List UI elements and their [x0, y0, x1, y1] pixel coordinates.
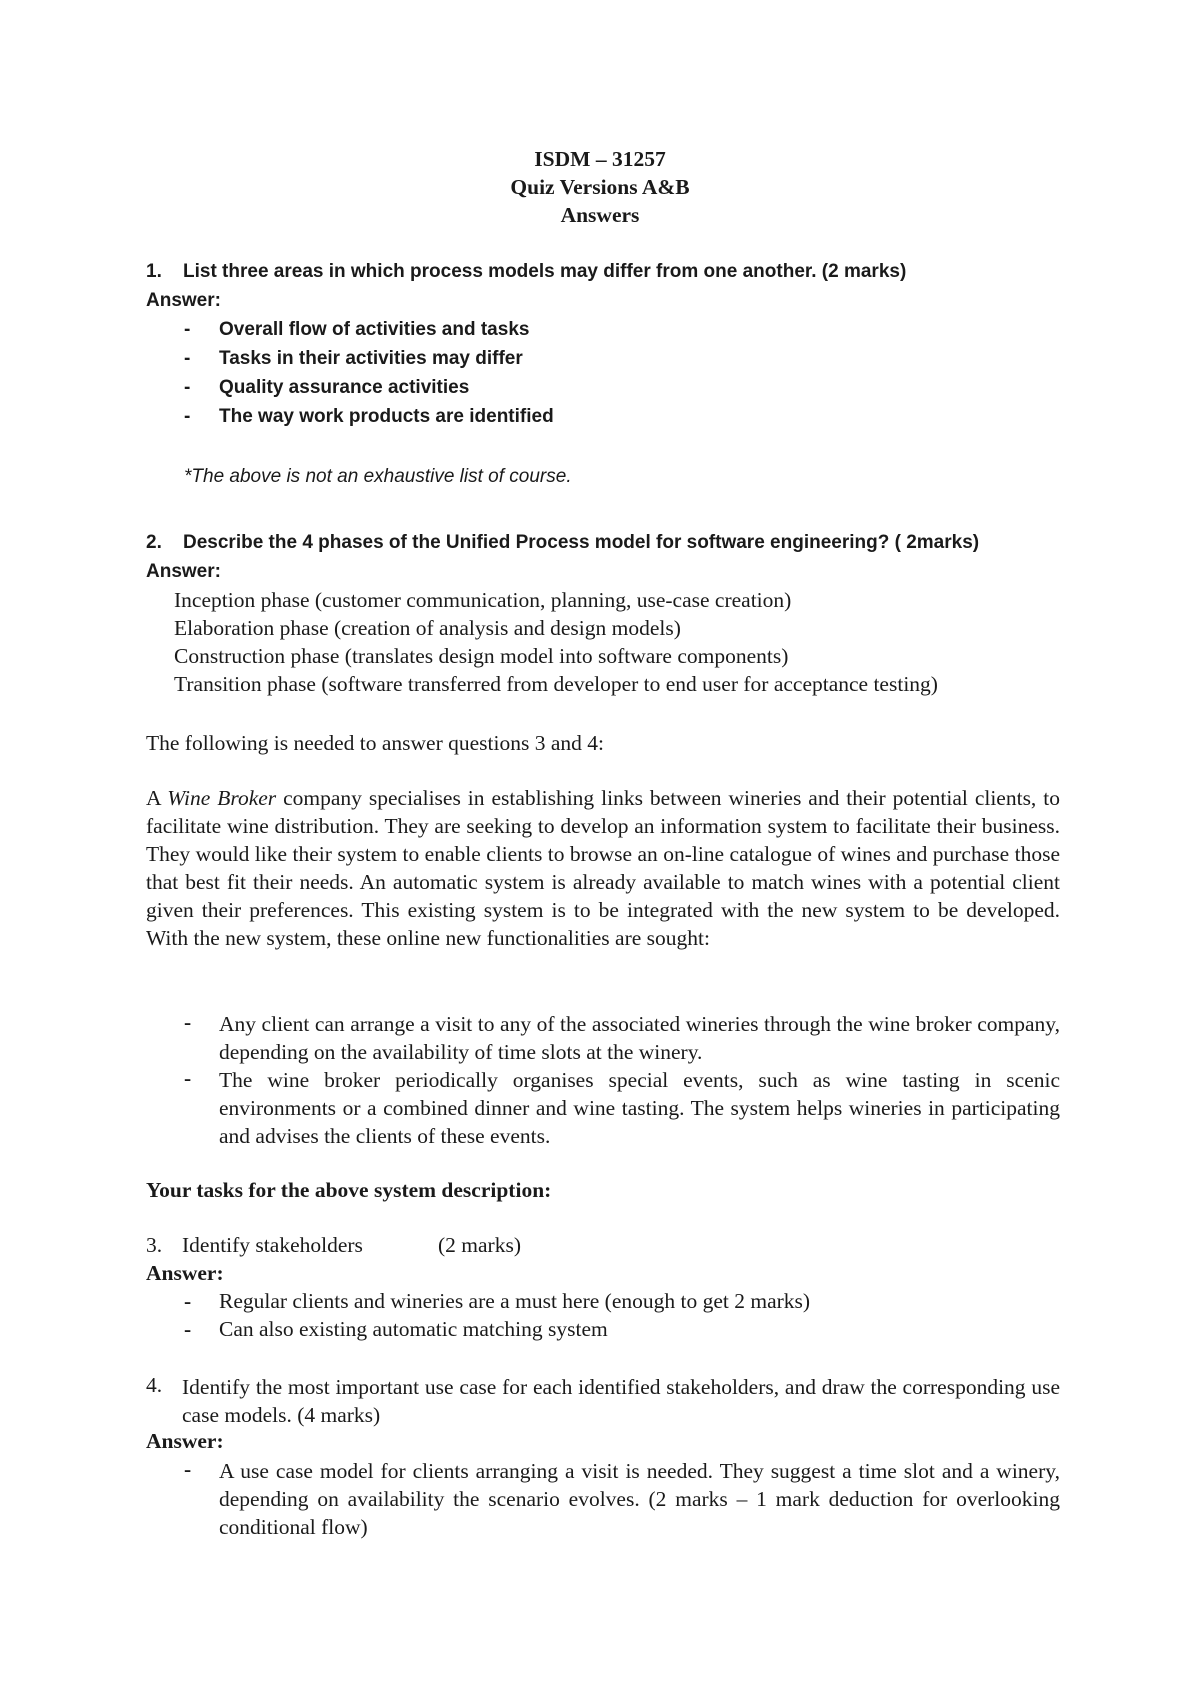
bullet-dash: -	[184, 406, 191, 427]
bullet-dash: -	[184, 348, 191, 369]
bullet-dash: -	[184, 1010, 192, 1034]
bullet-dash: -	[184, 1289, 192, 1313]
system-description-paragraph	[146, 784, 1060, 952]
q3-number: 3.	[146, 1233, 163, 1257]
q4-number: 4.	[146, 1373, 163, 1397]
functionality-item: Any client can arrange a visit to any of the associated wineries through the wine broker company, depending on the availability of time slots at the winery.	[219, 1012, 1060, 1064]
wine-broker-term: Wine Broker	[167, 786, 277, 810]
q2-answer-label: Answer:	[146, 561, 221, 582]
q1-answer-item: The way work products are identified	[219, 406, 554, 427]
quiz-versions-title: Quiz Versions A&B	[510, 175, 690, 199]
bullet-dash: -	[184, 319, 191, 340]
q2-phase-line: Construction phase (translates design model into software components)	[174, 644, 789, 668]
q2-question: Describe the 4 phases of the Unified Process model for software engineering? ( 2marks)	[183, 532, 980, 553]
q3-marks: (2 marks)	[438, 1233, 521, 1257]
q3-answer-label: Answer:	[146, 1261, 224, 1285]
context-intro: The following is needed to answer questions 3 and 4:	[146, 731, 604, 755]
q3-question: Identify stakeholders	[182, 1233, 363, 1257]
bullet-dash: -	[184, 1066, 192, 1090]
q2-number: 2.	[146, 532, 162, 553]
q4-question: Identify the most important use case for each identified stakeholders, and draw the corresponding use case models. (4 marks)	[182, 1375, 1060, 1427]
q1-answer-item: Quality assurance activities	[219, 377, 470, 398]
q1-answer-label: Answer:	[146, 290, 221, 311]
q1-answer-item: Overall flow of activities and tasks	[219, 319, 530, 340]
course-code-title: ISDM – 31257	[534, 147, 666, 171]
q3-answer-item: Regular clients and wineries are a must here (enough to get 2 marks)	[219, 1289, 811, 1313]
q1-number: 1.	[146, 261, 162, 282]
q4-answer-label: Answer:	[146, 1429, 224, 1453]
q1-answer-item: Tasks in their activities may differ	[219, 348, 523, 369]
q2-phase-line: Inception phase (customer communication, planning, use-case creation)	[174, 588, 792, 612]
q2-phase-line: Transition phase (software transferred from developer to end user for acceptance testing)	[174, 672, 938, 696]
functionality-item: The wine broker periodically organises special events, such as wine tasting in scenic environments or a combined dinner and wine tasting. The system helps wineries in participating and advises the clients of these events.	[219, 1068, 1060, 1148]
tasks-heading: Your tasks for the above system description:	[146, 1178, 552, 1202]
q3-answer-item: Can also existing automatic matching system	[219, 1317, 608, 1341]
q4-answer-item: A use case model for clients arranging a visit is needed. They suggest a time slot and a winery, depending on availability the scenario evolves. (2 marks – 1 mark deduction for overlooking conditional flow)	[219, 1459, 1060, 1539]
bullet-dash: -	[184, 1317, 192, 1341]
q2-phase-line: Elaboration phase (creation of analysis and design models)	[174, 616, 681, 640]
bullet-dash: -	[184, 377, 191, 398]
paragraph-lead: A	[146, 786, 168, 810]
q1-note: *The above is not an exhaustive list of course.	[184, 466, 572, 487]
bullet-dash: -	[184, 1457, 192, 1481]
q1-question: List three areas in which process models may differ from one another. (2 marks)	[183, 261, 907, 282]
paragraph-body: company specialises in establishing links between wineries and their potential clients, to facilitate wine distribution. They are seeking to develop an information system to facilitate their business. They would like their system to enable clients to browse an on-line catalogue of wines and purchase those that best fit their needs. An automatic system is already available to match wines with a potential client given their preferences. This existing system is to be integrated with the new system to be developed. With the new system, these online new functionalities are sought:	[146, 786, 1060, 950]
answers-title: Answers	[560, 203, 640, 227]
